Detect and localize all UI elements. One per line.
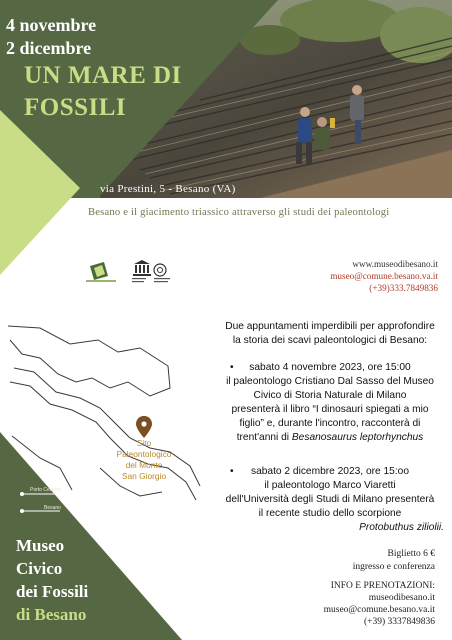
species-name-2: Protobuthus ziliolii. [359,522,444,533]
intro-line-1: Due appuntamenti imperdibili per approfondire [225,321,435,332]
map-site-label-3: del Monte [125,460,163,470]
map-label-porto: Porto Ceresio [30,487,61,493]
event-1-line-2: il paleontologo Cristiano Dal Sasso del Museo [226,376,434,387]
museum-line-2: Civico [16,559,63,578]
date-2: 2 dicembre [6,38,92,58]
ticket-price: Biglietto 6 € [387,549,435,559]
address: via Prestini, 5 - Besano (VA) [100,183,236,195]
event-2-line-4: il recente studio dello scorpione [258,508,402,519]
info-heading: INFO E PRENOTAZIONI: [330,581,435,591]
map-markers [0,478,80,514]
light-green-triangle [0,110,80,275]
species-name-1: Besanosaurus leptorhynchus [291,432,424,443]
contact-phone: (+39)333.7849836 [369,283,438,293]
event-2-line-3: dell'Università degli Studi di Milano presenterà [225,494,435,505]
event-1-date: sabato 4 novembre 2023, ore 15:00 [249,362,411,373]
subtitle: Besano e il giacimento triassico attraverso gli studi dei paleontologi [88,207,390,218]
event-2-line-5 [300,521,444,535]
title-line-2: FOSSILI [24,94,127,121]
event-2-date: sabato 2 dicembre 2023, ore 15:oo [250,466,410,477]
footer-phone: (+39) 3337849836 [363,617,435,627]
museum-line-3: dei Fossili [16,582,89,601]
event-1-line-3: Civico di Storia Naturale di Milano [253,390,407,401]
event-2-line-2: il paleontologo Marco Viaretti [264,480,396,491]
event-1-prefix: trent'anni di [236,432,292,443]
museum-line-4: di Besano [16,605,87,624]
museum-line-1: Museo [16,536,65,555]
partner-logos [84,258,184,290]
map-site-label-1: Sito [136,438,152,448]
map-site-label-4: San Giorgio [121,471,167,481]
contact-website[interactable]: www.museodibesano.it [352,259,438,269]
location-pin-icon [136,416,152,438]
ticket-note: ingresso e conferenza [352,562,435,572]
event-1-line-6 [216,431,444,445]
event-2-line-1 [216,465,444,479]
contact-email[interactable]: museo@comune.besano.va.it [330,271,438,281]
footer-email[interactable]: museo@comune.besano.va.it [323,605,435,615]
intro-line-2: la storia dei scavi paleontologici di Besano: [232,335,428,346]
footer-website[interactable]: museodibesano.it [368,593,435,603]
title-line-1: UN MARE DI [24,62,182,89]
museum-logo [86,262,116,282]
event-1-line-1 [216,361,444,375]
date-1: 4 novembre [6,15,97,35]
bullet: • [230,362,234,373]
event-1-line-4: presenterà il libro “I dinosauri spiegati a mio [231,404,429,415]
map-label-besano: Besano [44,505,61,511]
event-1-line-5: figlio” e, durante l'incontro, racconterà di [239,418,421,429]
map-site-label-2: Paleontologico [116,449,172,459]
unesco-logo [133,260,166,276]
bullet: • [230,466,234,477]
